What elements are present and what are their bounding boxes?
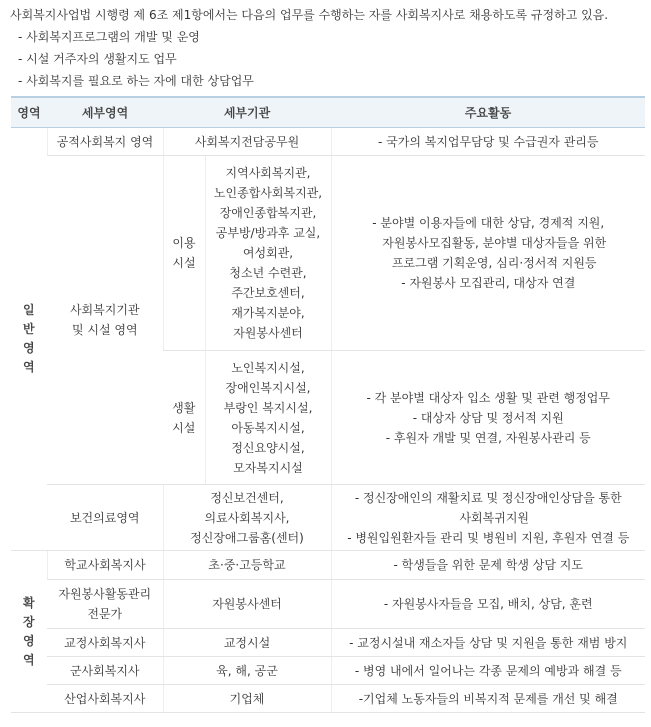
table-row <box>11 685 645 713</box>
facility-type-cell: 이용 시설 <box>163 156 205 351</box>
institution-cell: 초·중·고등학교 <box>163 551 331 580</box>
table-row <box>11 629 645 657</box>
institution-cell: 교정시설 <box>163 629 331 657</box>
institution-cell: 정신보건센터, 의료사회복지사, 정신장애그룹홈(센터) <box>163 485 331 551</box>
intro-text: 사회복지사업법 시행령 제 6조 제1항에서는 다음의 업무를 수행하는 자를 사회복지사로 채용하도록 규정하고 있음. <box>10 8 609 22</box>
intro-bullet: - 시설 거주자의 생활지도 업무 <box>18 52 177 66</box>
activity-cell: - 교정시설내 재소자들 상담 및 지원을 통한 재범 방지 <box>331 629 645 657</box>
table-row <box>11 156 645 351</box>
activity-cell: - 국가의 복지업무담당 및 수급권자 관리등 <box>331 128 645 156</box>
intro-bullet: - 사회복지를 필요로 하는 자에 대한 상담업무 <box>18 74 254 88</box>
header-area: 영역 <box>11 97 47 128</box>
area-expansion-label: 확 장 영 역 <box>11 551 47 713</box>
activity-cell: - 자원봉사자들을 모집, 배치, 상담, 훈련 <box>331 580 645 629</box>
sub-area-cell: 보건의료영역 <box>47 485 163 551</box>
activity-cell: - 학생들을 위한 문제 학생 상담 지도 <box>331 551 645 580</box>
sub-area-cell: 사회복지기관 및 시설 영역 <box>47 156 163 485</box>
sub-area-cell: 학교사회복지사 <box>47 551 163 580</box>
header-institution: 세부기관 <box>163 97 331 128</box>
header-sub-area: 세부영역 <box>47 97 163 128</box>
area-general-label: 일 반 영 역 <box>11 128 47 551</box>
table-row <box>11 551 645 580</box>
institution-cell: 지역사회복지관, 노인종합사회복지관, 장애인종합복지관, 공부방/방과후 교실, 여성회관, 청소년 수련관, 주간보호센터, 재가복지분야, 자원봉사센터 <box>205 156 331 351</box>
sub-area-cell: 군사회복지사 <box>47 657 163 685</box>
table-row <box>11 485 645 551</box>
social-worker-areas-table <box>11 96 645 713</box>
intro-bullet: - 사회복지프로그램의 개발 및 운영 <box>18 30 200 44</box>
institution-cell: 기업체 <box>163 685 331 713</box>
table-header-row <box>11 97 645 128</box>
table-row <box>11 580 645 629</box>
intro-bullets <box>10 26 650 92</box>
intro-block <box>10 4 650 92</box>
sub-area-cell: 교정사회복지사 <box>47 629 163 657</box>
activity-cell: - 병영 내에서 일어나는 각종 문제의 예방과 해결 등 <box>331 657 645 685</box>
facility-type-cell: 생활 시설 <box>163 351 205 485</box>
sub-area-cell: 자원봉사활동관리 전문가 <box>47 580 163 629</box>
sub-area-cell: 공적사회복지 영역 <box>47 128 163 156</box>
institution-cell: 사회복지전담공무원 <box>163 128 331 156</box>
table-row <box>11 657 645 685</box>
activity-cell: -기업체 노동자들의 비복지적 문제를 개선 및 해결 <box>331 685 645 713</box>
header-activity: 주요활동 <box>331 97 645 128</box>
sub-area-cell: 산업사회복지사 <box>47 685 163 713</box>
table-row <box>11 128 645 156</box>
institution-cell: 자원봉사센터 <box>163 580 331 629</box>
institution-cell: 노인복지시설, 장애인복지시설, 부랑인 복지시설, 아동복지시설, 정신요양시설, 모자복지시설 <box>205 351 331 485</box>
activity-cell: - 분야별 이용자들에 대한 상담, 경제적 지원, 자원봉사모집활동, 분야별 대상자들을 위한 프로그램 기획운영, 심리·정서적 지원등 - 자원봉사 모집관리, 대상자 연결 <box>331 156 645 351</box>
institution-cell: 육, 해, 공군 <box>163 657 331 685</box>
activity-cell: - 정신장애인의 재활치료 및 정신장애인상담을 통한 사회복귀지원 - 병원입원환자들 관리 및 병원비 지원, 후원자 연결 등 <box>331 485 645 551</box>
activity-cell: - 각 분야별 대상자 입소 생활 및 관련 행정업무 - 대상자 상담 및 정서적 지원 - 후원자 개발 및 연결, 자원봉사관리 등 <box>331 351 645 485</box>
